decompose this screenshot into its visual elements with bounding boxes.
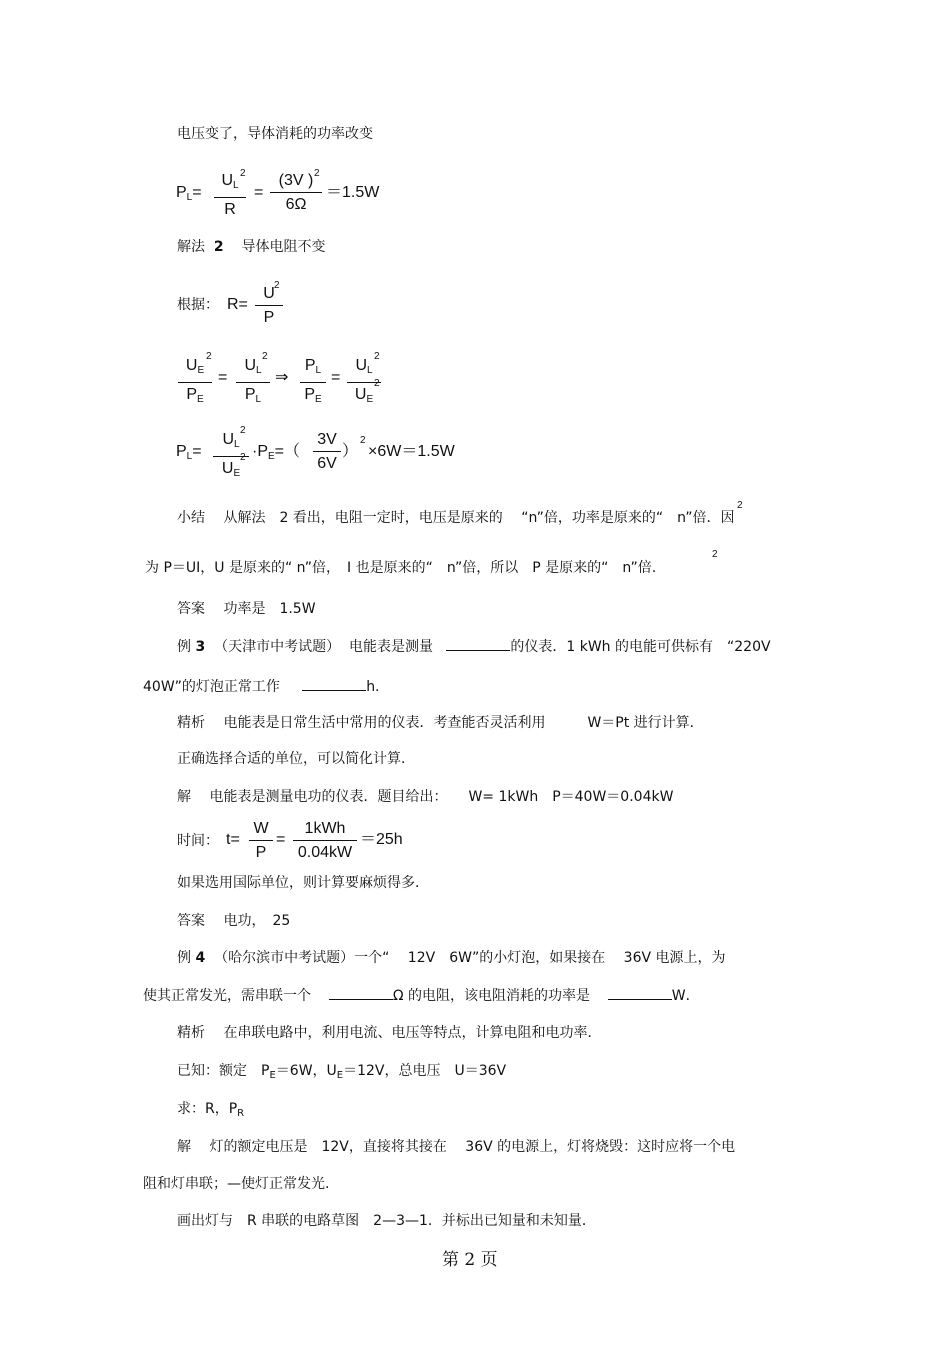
summary-line-2: 为 P＝UI，U 是原来的“ n”倍， I 也是原来的“ n”倍，所以 P 是原来的“ n”倍. (145, 560, 657, 576)
summary-sup-2: 2 (712, 549, 718, 560)
eq1-fraction-3v2-over-6ohm: (3V ) 6Ω (270, 172, 322, 214)
eq3-eq: = (218, 369, 228, 386)
eq1-eq2: = (254, 184, 264, 201)
eq3-sup-b: 2 (262, 351, 268, 362)
method2-heading: 解法 2 导体电阻不变 (177, 239, 326, 255)
answer-3: 答案 电功， 25 (177, 913, 291, 929)
eq1-sup: 2 (240, 168, 246, 179)
eq4-fraction-3v-over-6v: 3V 6V (313, 431, 341, 473)
eq3-fraction-pl-over-pe: $P_L$ $P_E$ (300, 357, 326, 409)
text-line-voltage-changed: 电压变了，导体消耗的功率改变 (177, 126, 373, 142)
time-fraction-values: 1kWh 0.04kW (293, 820, 357, 862)
time-fraction-w-over-p: W P (249, 820, 273, 862)
eq3-eq2: = (331, 369, 341, 386)
analysis-4: 精析 在串联电路中，利用电流、电压等特点，计算电阻和电功率． (177, 1025, 602, 1041)
solution-3: 解 电能表是测量电功的仪表．题目给出： W= 1kWh P＝40W＝0.04kW (177, 789, 674, 805)
blank-1 (446, 638, 510, 651)
time-result: ＝25h (360, 831, 403, 848)
summary-line-1: 小结 从解法 2 看出，电阻一定时，电压是原来的 “n”倍，功率是原来的“ n”倍．因 (177, 510, 735, 526)
si-note: 如果选用国际单位，则计算要麻烦得多． (177, 875, 429, 891)
time-label: 时间： (177, 833, 219, 849)
solution-4-line-2: 阻和灯串联；—使灯正常发光. (143, 1176, 330, 1192)
eq3-sup-a: 2 (206, 351, 212, 362)
draw-circuit-instruction: 画出灯与 R 串联的电路草图 2—3—1．并标出已知量和未知量． (177, 1213, 596, 1229)
eq4-sup-paren: 2 (360, 435, 366, 446)
basis-r: R= (227, 296, 248, 313)
eq1-fraction-ul2-over-r: $U_L$ R (214, 172, 246, 219)
example-4-line-1: 例 4 （哈尔滨市中考试题）一个“ 12V 6W”的小灯泡，如果接在 36V 电源上，为 (177, 950, 726, 966)
eq3-sup-d-num: 2 (374, 351, 380, 362)
unit-note: 正确选择合适的单位，可以简化计算． (177, 751, 415, 767)
time-t: t= (226, 831, 240, 848)
blank-3 (329, 987, 393, 1000)
eq1-lhs: $P_L=$ (176, 184, 202, 203)
blank-4 (608, 987, 672, 1000)
eq4-sup-den: 2 (240, 452, 246, 463)
eq3-arrow: ⇒ (275, 369, 289, 386)
basis-fraction-u2-over-p: U P (255, 285, 283, 327)
blank-2 (302, 678, 366, 691)
example-3-line-2: 40W”的灯泡正常工作 h. (143, 679, 380, 695)
eq3-fraction-ul2-over-pl: $U_L$ $P_L$ (236, 357, 270, 409)
page-number: 第 2 页 (442, 1250, 498, 1270)
answer-1: 答案 功率是 1.5W (177, 601, 316, 617)
eq4-close: ） (342, 443, 359, 460)
summary-sup-1: 2 (737, 500, 743, 511)
eq4-fraction-ul2-over-ue2: $U_L$ $U_E$ (213, 431, 249, 483)
eq1-result: ＝1.5W (326, 184, 380, 201)
solution-4-line-1: 解 灯的额定电压是 12V，直接将其接在 36V 的电源上，灯将烧毁：这时应将一个电 (177, 1139, 736, 1155)
time-eq: = (276, 831, 286, 848)
eq3-fraction-ul2-over-ue2: $U_L$ $U_E$ (347, 357, 381, 409)
eq3-fraction-ue2-over-pe: $U_E$ $P_E$ (178, 357, 212, 409)
known-values: 已知：额定 $P_E=6W$，$U_E=12V$，总电压 U＝36V (177, 1063, 507, 1081)
find-values: 求：R，$P_R$ (177, 1101, 245, 1119)
basis-sup: 2 (274, 280, 280, 291)
eq4-lhs: $P_L=$ (176, 443, 202, 462)
example-4-line-2: 使其正常发光，需串联一个 Ω 的电阻，该电阻消耗的功率是 W． (143, 988, 700, 1004)
example-3-line-1: 例 3 （天津市中考试题） 电能表是测量 的仪表．1 kWh 的电能可供标有 “220V (177, 639, 771, 655)
eq4-result: ×6W＝1.5W (368, 443, 455, 460)
basis-label: 根据： (177, 297, 219, 313)
analysis-3: 精析 电能表是日常生活中常用的仪表．考查能否灵活利用 W＝Pt 进行计算． (177, 715, 704, 731)
eq4-sup-num: 2 (240, 425, 246, 436)
eq3-sup-d-den: 2 (374, 378, 380, 389)
eq1-sup2: 2 (314, 168, 320, 179)
eq4-mid: $\cdot P_E=$（ (252, 443, 301, 462)
